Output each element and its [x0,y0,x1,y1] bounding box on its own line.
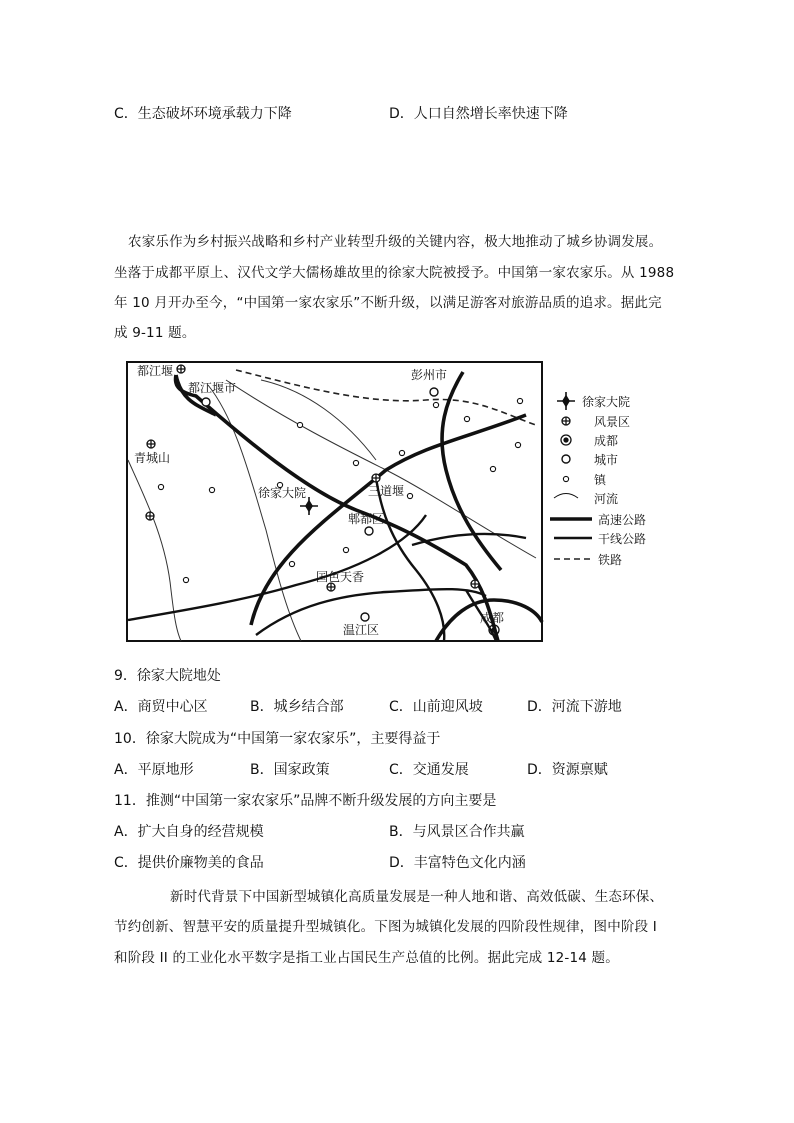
passage2-line1: 新时代背景下中国新型城镇化高质量发展是一种人地和谐、高效低碳、生态环保、 [170,889,664,905]
label-xujiadayuan: 徐家大院 [258,486,307,500]
q10-option-b[interactable]: B．国家政策 [250,762,330,778]
passage1-line3: 年 10 月开办至今，“中国第一家农家乐”不断升级，以满足游客对旅游品质的追求。据此完 [114,295,662,311]
railway [236,370,536,425]
legend-expressway: 高速公路 [598,513,647,527]
legend-railway: 铁路 [598,553,623,567]
legend-river: 河流 [594,492,619,506]
label-pidu: 郫都区 [348,512,385,526]
passage1-line1: 农家乐作为乡村振兴战略和乡村产业转型升级的关键内容，极大地推动了城乡协调发展。 [128,234,663,250]
passage2-line3: 和阶段 II 的工业化水平数字是指工业占国民生产总值的比例。据此完成 12-14 题。 [114,950,619,966]
q9-option-b[interactable]: B．城乡结合部 [250,699,344,715]
q11-option-d[interactable]: D．丰富特色文化内涵 [389,855,526,871]
legend-city: 城市 [594,453,619,467]
q9-option-c[interactable]: C．山前迎风坡 [389,699,483,715]
town-markers [158,398,522,582]
q10-option-a[interactable]: A．平原地形 [114,762,194,778]
map-legend [548,386,668,576]
option-d-prev: D．人口自然增长率快速下降 [389,106,568,122]
label-chengdu: 成都 [480,611,505,625]
passage1-line4: 成 9-11 题。 [114,325,196,341]
label-dujiangyan: 都江堰 [137,364,174,378]
q11-option-b[interactable]: B．与风景区合作共赢 [389,824,525,840]
q10-stem: 10．徐家大院成为“中国第一家农家乐”，主要得益于 [114,731,441,747]
label-wenjiang: 温江区 [343,623,380,637]
q9-option-a[interactable]: A．商贸中心区 [114,699,208,715]
q10-option-c[interactable]: C．交通发展 [389,762,469,778]
passage1-line2: 坐落于成都平原上、汉代文学大儒杨雄故里的徐家大院被授予。中国第一家农家乐。从 1988 [114,265,675,281]
q10-option-d[interactable]: D．资源禀赋 [527,762,608,778]
q11-stem: 11．推测“中国第一家农家乐”品牌不断升级发展的方向主要是 [114,793,497,809]
q11-option-a[interactable]: A．扩大自身的经营规模 [114,824,264,840]
option-c-prev: C．生态破坏环境承载力下降 [114,106,292,122]
label-pengzhou: 彭州市 [411,368,448,382]
label-qingchengshan: 青城山 [134,451,171,465]
legend-trunk: 干线公路 [598,532,647,546]
legend-chengdu: 成都 [594,434,619,448]
label-guosetianxiang: 国色天香 [316,570,365,584]
passage2-line2: 节约创新、智慧平安的质量提升型城镇化。下图为城镇化发展的四阶段性规律，图中阶段 I [114,919,657,935]
legend-scenic: 风景区 [594,415,631,429]
scenic-markers [146,365,479,591]
q9-stem: 9．徐家大院地处 [114,668,221,684]
q9-option-d[interactable]: D．河流下游地 [527,699,622,715]
legend-town: 镇 [594,473,607,487]
label-sandaoyan: 三道堰 [368,484,405,498]
city-markers [202,388,438,621]
q11-option-c[interactable]: C．提供价廉物美的食品 [114,855,264,871]
legend-xujia: 徐家大院 [582,395,631,409]
trunk-roads [128,478,526,641]
chengdu-map [126,360,544,643]
label-dujiangyan-city: 都江堰市 [188,381,237,395]
